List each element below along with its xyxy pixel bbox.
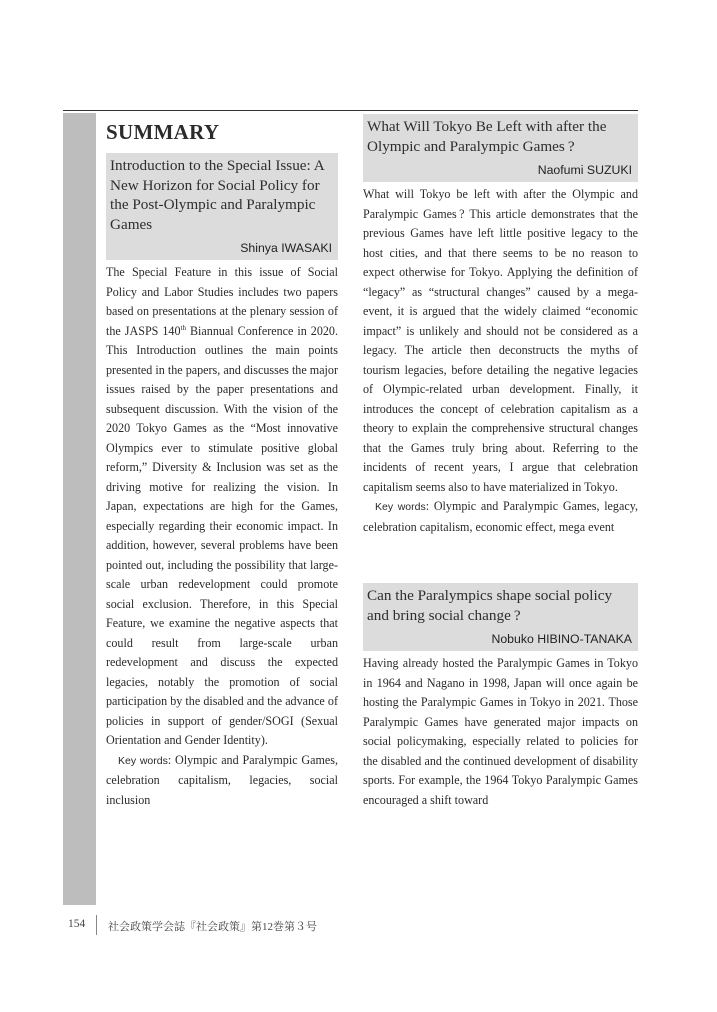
article1-abstract xyxy=(106,263,338,810)
article1-title: Introduction to the Special Issue: A New Horizon for Social Policy for the Post-Olympic and Paralympic Games xyxy=(110,157,324,233)
article3-header xyxy=(363,583,638,651)
article1-author: Shinya IWASAKI xyxy=(240,241,332,255)
article2-author: Naofumi SUZUKI xyxy=(537,163,632,177)
article3-author: Nobuko HIBINO-TANAKA xyxy=(491,632,632,646)
article2-abstract-text: What will Tokyo be left with after the Olympic and Paralympic Games ? This article demonstrates that the previous Games have left little positive legacy to the host cities, and that there seems to be no reason to expect otherwise for Tokyo. Applying the definition of “legacy” as “structural changes” caused by a mega-event, it is argued that the widely claimed “economic impact” is unlikely and should not be considered as a legacy. The article then deconstructs the myths of tourism legacies, before detailing the negative legacies of Olympic-related urban development. Finally, it introduces the concept of celebration capitalism as a theory to explain the comprehensive structural changes that the Games truly bring about. Referring to the incidents of recent years, I argue that celebration capitalism seems also to have materialized in Tokyo. xyxy=(363,187,638,494)
article2-header xyxy=(363,114,638,182)
page-number: 154 xyxy=(68,918,86,930)
article1-abstract-part1: The Special Feature in this issue of Social Policy and Labor Studies includes two papers based on presentations at the plenary session of the JASPS 140 xyxy=(106,265,338,338)
article3-abstract xyxy=(363,654,638,810)
journal-name: 社会政策学会誌『社会政策』第12巻第３号 xyxy=(108,921,317,933)
article2-keywords-label: Key words xyxy=(375,501,426,513)
article3-abstract-text: Having already hosted the Paralympic Games in Tokyo in 1964 and Nagano in 1998, Japan will once again be hosting the Paralympic Games in Tokyo in 2021. Those Paralympic Games have generated major impacts on social policymaking, especially related to policies for the disabled and the continued development of disability sports. For example, the 1964 Tokyo Paralympic Games encouraged a shift toward xyxy=(363,656,638,807)
article2-keywords xyxy=(363,497,638,537)
footer-divider xyxy=(96,915,97,935)
page-footer xyxy=(68,917,568,935)
side-accent-bar xyxy=(63,113,96,905)
article2-abstract xyxy=(363,185,638,537)
article2-title: What Will Tokyo Be Left with after the Olympic and Paralympic Games ? xyxy=(367,118,607,155)
article1-header xyxy=(106,153,338,260)
article2-keywords-text: : Olympic and Paralympic Games, legacy, celebration capitalism, economic effect, mega event xyxy=(363,499,638,534)
summary-heading: SUMMARY xyxy=(106,120,220,144)
left-column xyxy=(106,113,338,810)
top-rule xyxy=(63,110,638,111)
right-column xyxy=(363,113,638,810)
article1-abstract-part2: Biannual Conference in 2020. This Introduction outlines the main points presented in the papers, and discusses the major issues raised by the paper presentations and subsequent discussion. With the vision of the 2020 Tokyo Games as the “Most innovative Olympics ever to stimulate positive global reform,” Diversity & Inclusion was set as the driving motive for realizing the vision. In Japan, expectations are high for the Games, especially regarding their economic impact. In addition, however, several problems have been pointed out, including the possibility that large-scale urban redevelopment could promote social exclusion. Therefore, in this Special Feature, we examine the negative aspects that could result from large-scale urban redevelopment and discuss the expected legacies, notably the promotion of social participation by the disabled and the advance of policies in support of gender/SOGI (Sexual Orientation and Gender Identity). xyxy=(106,323,338,747)
article1-keywords-text: : Olympic and Paralympic Games, celebration capitalism, legacies, social inclusion xyxy=(106,752,339,807)
article1-keywords xyxy=(106,751,338,811)
ordinal-suffix: th xyxy=(180,323,186,332)
article3-title: Can the Paralympics shape social policy and bring social change ? xyxy=(367,587,613,624)
article1-keywords-label: Key words xyxy=(118,754,168,767)
